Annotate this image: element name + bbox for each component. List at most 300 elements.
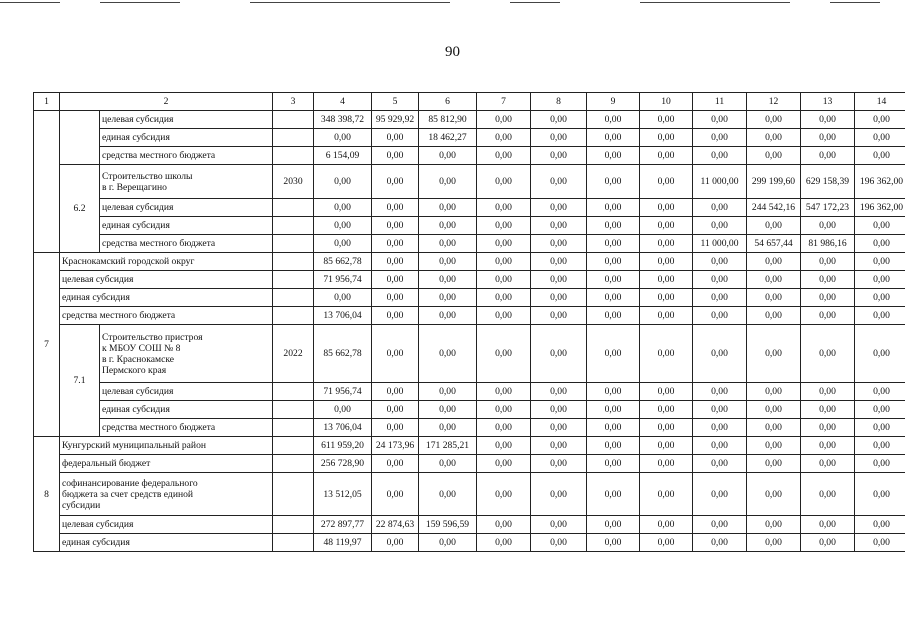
value-cell: 0,00 — [531, 419, 587, 437]
value-cell: 11 000,00 — [693, 165, 747, 199]
table-row — [34, 455, 905, 473]
value-cell: 171 285,21 — [419, 437, 477, 455]
value-cell: 0,00 — [587, 199, 640, 217]
table-row — [34, 199, 905, 217]
value-cell: 0,00 — [747, 147, 801, 165]
value-cell: 0,00 — [531, 325, 587, 383]
row-label: Строительство школы в г. Верещагино — [100, 165, 273, 199]
value-cell: 0,00 — [314, 217, 372, 235]
value-cell: 0,00 — [801, 129, 855, 147]
top-rule — [0, 2, 60, 3]
value-cell: 0,00 — [587, 217, 640, 235]
value-cell: 0,00 — [372, 307, 419, 325]
header-cell: 1 — [34, 93, 60, 111]
row-label: средства местного бюджета — [100, 235, 273, 253]
row-label: единая субсидия — [100, 401, 273, 419]
value-cell: 0,00 — [855, 473, 905, 516]
value-cell: 0,00 — [640, 534, 693, 552]
top-rule — [830, 2, 880, 3]
value-cell: 0,00 — [640, 473, 693, 516]
value-cell: 0,00 — [477, 199, 531, 217]
value-cell: 0,00 — [372, 147, 419, 165]
value-cell: 0,00 — [531, 199, 587, 217]
value-cell: 0,00 — [640, 437, 693, 455]
table-row — [34, 111, 905, 129]
top-rule — [100, 2, 180, 3]
value-cell: 0,00 — [372, 289, 419, 307]
group-cell — [60, 111, 100, 165]
value-cell: 0,00 — [587, 307, 640, 325]
value-cell: 0,00 — [372, 473, 419, 516]
value-cell: 0,00 — [477, 534, 531, 552]
value-cell: 0,00 — [477, 307, 531, 325]
row-label: единая субсидия — [60, 534, 273, 552]
value-cell: 0,00 — [693, 419, 747, 437]
value-cell: 0,00 — [477, 147, 531, 165]
value-cell: 0,00 — [314, 129, 372, 147]
value-cell: 0,00 — [855, 111, 905, 129]
value-cell: 0,00 — [531, 111, 587, 129]
row-label: средства местного бюджета — [100, 147, 273, 165]
value-cell: 22 874,63 — [372, 516, 419, 534]
year-cell — [273, 253, 314, 271]
value-cell: 0,00 — [640, 325, 693, 383]
table-row — [34, 165, 905, 199]
value-cell: 0,00 — [693, 516, 747, 534]
value-cell: 0,00 — [419, 253, 477, 271]
value-cell: 0,00 — [531, 307, 587, 325]
value-cell: 71 956,74 — [314, 383, 372, 401]
value-cell: 0,00 — [531, 401, 587, 419]
value-cell: 0,00 — [372, 401, 419, 419]
table-row — [34, 437, 905, 455]
value-cell: 18 462,27 — [419, 129, 477, 147]
table-row — [34, 473, 905, 516]
value-cell: 196 362,00 — [855, 199, 905, 217]
table-row — [34, 534, 905, 552]
value-cell: 0,00 — [314, 165, 372, 199]
value-cell: 0,00 — [477, 419, 531, 437]
table-row — [34, 383, 905, 401]
value-cell: 0,00 — [477, 383, 531, 401]
value-cell: 0,00 — [477, 111, 531, 129]
value-cell: 0,00 — [801, 307, 855, 325]
value-cell: 0,00 — [693, 437, 747, 455]
value-cell: 0,00 — [640, 516, 693, 534]
value-cell: 0,00 — [477, 325, 531, 383]
row-label: Строительство пристроя к МБОУ СОШ № 8 в г. Краснокамске Пермского края — [100, 325, 273, 383]
value-cell: 0,00 — [477, 437, 531, 455]
value-cell: 0,00 — [693, 534, 747, 552]
row-label: софинансирование федерального бюджета за счет средств единой субсидии — [60, 473, 273, 516]
value-cell: 0,00 — [693, 271, 747, 289]
value-cell: 81 986,16 — [801, 235, 855, 253]
value-cell: 48 119,97 — [314, 534, 372, 552]
top-rule — [250, 2, 450, 3]
year-cell — [273, 534, 314, 552]
value-cell: 0,00 — [419, 271, 477, 289]
value-cell: 0,00 — [855, 253, 905, 271]
value-cell: 0,00 — [587, 516, 640, 534]
value-cell: 0,00 — [640, 199, 693, 217]
value-cell: 0,00 — [587, 165, 640, 199]
value-cell: 0,00 — [801, 271, 855, 289]
year-cell — [273, 419, 314, 437]
row-label: Кунгурский муниципальный район — [60, 437, 273, 455]
value-cell: 0,00 — [477, 217, 531, 235]
value-cell: 611 959,20 — [314, 437, 372, 455]
value-cell: 0,00 — [640, 307, 693, 325]
value-cell: 0,00 — [587, 111, 640, 129]
row-label: единая субсидия — [100, 129, 273, 147]
value-cell: 0,00 — [747, 289, 801, 307]
value-cell: 0,00 — [314, 401, 372, 419]
value-cell: 0,00 — [747, 473, 801, 516]
value-cell: 6 154,09 — [314, 147, 372, 165]
value-cell: 0,00 — [747, 253, 801, 271]
year-cell — [273, 516, 314, 534]
value-cell: 0,00 — [587, 534, 640, 552]
value-cell: 0,00 — [801, 534, 855, 552]
value-cell: 0,00 — [531, 235, 587, 253]
value-cell: 0,00 — [640, 235, 693, 253]
value-cell: 0,00 — [477, 401, 531, 419]
value-cell: 0,00 — [693, 199, 747, 217]
value-cell: 0,00 — [640, 401, 693, 419]
value-cell: 0,00 — [531, 437, 587, 455]
value-cell: 0,00 — [693, 307, 747, 325]
value-cell: 547 172,23 — [801, 199, 855, 217]
year-cell — [273, 129, 314, 147]
value-cell: 13 706,04 — [314, 419, 372, 437]
value-cell: 0,00 — [372, 129, 419, 147]
value-cell: 0,00 — [855, 289, 905, 307]
row-label: целевая субсидия — [100, 383, 273, 401]
value-cell: 0,00 — [693, 455, 747, 473]
value-cell: 0,00 — [587, 271, 640, 289]
value-cell: 348 398,72 — [314, 111, 372, 129]
value-cell: 0,00 — [372, 419, 419, 437]
value-cell: 0,00 — [419, 401, 477, 419]
top-rule — [510, 2, 560, 3]
year-cell — [273, 235, 314, 253]
value-cell: 0,00 — [855, 147, 905, 165]
row-number-cell: 7.1 — [60, 325, 100, 437]
table-row — [34, 253, 905, 271]
value-cell: 0,00 — [801, 455, 855, 473]
value-cell: 0,00 — [372, 217, 419, 235]
value-cell: 0,00 — [531, 473, 587, 516]
value-cell: 71 956,74 — [314, 271, 372, 289]
value-cell: 0,00 — [419, 534, 477, 552]
value-cell: 0,00 — [855, 217, 905, 235]
value-cell: 0,00 — [640, 111, 693, 129]
value-cell: 0,00 — [372, 383, 419, 401]
value-cell: 0,00 — [801, 473, 855, 516]
value-cell: 0,00 — [640, 419, 693, 437]
value-cell: 0,00 — [477, 455, 531, 473]
value-cell: 0,00 — [801, 147, 855, 165]
row-label: федеральный бюджет — [60, 455, 273, 473]
value-cell: 0,00 — [855, 325, 905, 383]
row-label: целевая субсидия — [100, 199, 273, 217]
value-cell: 0,00 — [640, 383, 693, 401]
value-cell: 0,00 — [693, 217, 747, 235]
value-cell: 0,00 — [372, 199, 419, 217]
table-row — [34, 401, 905, 419]
header-cell: 11 — [693, 93, 747, 111]
value-cell: 0,00 — [801, 289, 855, 307]
value-cell: 0,00 — [801, 325, 855, 383]
year-cell — [273, 401, 314, 419]
value-cell: 159 596,59 — [419, 516, 477, 534]
value-cell: 0,00 — [531, 271, 587, 289]
top-rule — [640, 2, 790, 3]
budget-table — [33, 92, 905, 552]
value-cell: 0,00 — [419, 217, 477, 235]
value-cell: 0,00 — [693, 289, 747, 307]
value-cell: 0,00 — [419, 325, 477, 383]
year-cell — [273, 289, 314, 307]
value-cell: 0,00 — [531, 534, 587, 552]
row-label: Краснокамский городской округ — [60, 253, 273, 271]
value-cell: 0,00 — [314, 289, 372, 307]
value-cell: 0,00 — [587, 235, 640, 253]
value-cell: 0,00 — [419, 199, 477, 217]
value-cell: 0,00 — [419, 473, 477, 516]
value-cell: 0,00 — [693, 383, 747, 401]
value-cell: 0,00 — [801, 437, 855, 455]
value-cell: 0,00 — [587, 437, 640, 455]
value-cell: 0,00 — [372, 534, 419, 552]
value-cell: 0,00 — [531, 217, 587, 235]
value-cell: 0,00 — [477, 129, 531, 147]
header-row — [34, 93, 905, 111]
table-row — [34, 235, 905, 253]
value-cell: 0,00 — [477, 253, 531, 271]
value-cell: 0,00 — [587, 147, 640, 165]
value-cell: 0,00 — [372, 455, 419, 473]
header-cell: 5 — [372, 93, 419, 111]
value-cell: 0,00 — [531, 383, 587, 401]
value-cell: 0,00 — [747, 516, 801, 534]
row-label: единая субсидия — [100, 217, 273, 235]
value-cell: 0,00 — [587, 383, 640, 401]
value-cell: 0,00 — [747, 455, 801, 473]
value-cell: 0,00 — [693, 147, 747, 165]
row-label: средства местного бюджета — [60, 307, 273, 325]
value-cell: 0,00 — [855, 383, 905, 401]
value-cell: 0,00 — [587, 401, 640, 419]
value-cell: 54 657,44 — [747, 235, 801, 253]
year-cell — [273, 111, 314, 129]
value-cell: 95 929,92 — [372, 111, 419, 129]
value-cell: 0,00 — [419, 419, 477, 437]
value-cell: 629 158,39 — [801, 165, 855, 199]
row-number-cell: 7 — [34, 253, 60, 437]
page-number: 90 — [445, 44, 460, 60]
value-cell: 0,00 — [531, 129, 587, 147]
value-cell: 0,00 — [640, 165, 693, 199]
value-cell: 0,00 — [640, 271, 693, 289]
value-cell: 0,00 — [693, 111, 747, 129]
value-cell: 0,00 — [855, 516, 905, 534]
table-row — [34, 516, 905, 534]
header-cell: 6 — [419, 93, 477, 111]
value-cell: 0,00 — [801, 419, 855, 437]
value-cell: 0,00 — [372, 325, 419, 383]
value-cell: 0,00 — [747, 534, 801, 552]
value-cell: 0,00 — [640, 217, 693, 235]
row-number-cell: 8 — [34, 437, 60, 552]
header-cell: 9 — [587, 93, 640, 111]
value-cell: 0,00 — [419, 307, 477, 325]
header-cell: 7 — [477, 93, 531, 111]
year-cell: 2030 — [273, 165, 314, 199]
value-cell: 0,00 — [587, 455, 640, 473]
value-cell: 272 897,77 — [314, 516, 372, 534]
year-cell: 2022 — [273, 325, 314, 383]
header-cell: 8 — [531, 93, 587, 111]
year-cell — [273, 217, 314, 235]
table-row — [34, 217, 905, 235]
value-cell: 0,00 — [419, 455, 477, 473]
value-cell: 0,00 — [477, 235, 531, 253]
value-cell: 0,00 — [419, 289, 477, 307]
row-label: единая субсидия — [60, 289, 273, 307]
header-cell: 13 — [801, 93, 855, 111]
value-cell: 0,00 — [640, 129, 693, 147]
value-cell: 85 662,78 — [314, 253, 372, 271]
value-cell: 196 362,00 — [855, 165, 905, 199]
year-cell — [273, 271, 314, 289]
value-cell: 85 812,90 — [419, 111, 477, 129]
value-cell: 0,00 — [747, 271, 801, 289]
year-cell — [273, 437, 314, 455]
value-cell: 0,00 — [587, 473, 640, 516]
value-cell: 0,00 — [855, 271, 905, 289]
header-cell: 3 — [273, 93, 314, 111]
value-cell: 85 662,78 — [314, 325, 372, 383]
group-cell — [34, 111, 60, 253]
value-cell: 0,00 — [477, 271, 531, 289]
value-cell: 0,00 — [372, 235, 419, 253]
value-cell: 0,00 — [640, 289, 693, 307]
table-row — [34, 129, 905, 147]
header-cell: 12 — [747, 93, 801, 111]
value-cell: 0,00 — [801, 401, 855, 419]
value-cell: 0,00 — [531, 455, 587, 473]
value-cell: 0,00 — [693, 401, 747, 419]
value-cell: 0,00 — [747, 111, 801, 129]
value-cell: 0,00 — [801, 253, 855, 271]
year-cell — [273, 473, 314, 516]
value-cell: 244 542,16 — [747, 199, 801, 217]
value-cell: 0,00 — [372, 165, 419, 199]
year-cell — [273, 307, 314, 325]
table-row — [34, 271, 905, 289]
header-cell: 2 — [60, 93, 273, 111]
value-cell: 0,00 — [693, 253, 747, 271]
value-cell: 0,00 — [801, 111, 855, 129]
value-cell: 256 728,90 — [314, 455, 372, 473]
value-cell: 0,00 — [372, 271, 419, 289]
value-cell: 0,00 — [801, 383, 855, 401]
value-cell: 0,00 — [477, 473, 531, 516]
row-label: целевая субсидия — [100, 111, 273, 129]
value-cell: 0,00 — [477, 516, 531, 534]
row-label: средства местного бюджета — [100, 419, 273, 437]
row-label: целевая субсидия — [60, 516, 273, 534]
value-cell: 0,00 — [531, 253, 587, 271]
row-number-cell: 6.2 — [60, 165, 100, 253]
value-cell: 0,00 — [855, 401, 905, 419]
year-cell — [273, 383, 314, 401]
header-cell: 10 — [640, 93, 693, 111]
value-cell: 0,00 — [314, 235, 372, 253]
value-cell: 0,00 — [747, 325, 801, 383]
value-cell: 0,00 — [693, 325, 747, 383]
value-cell: 0,00 — [640, 147, 693, 165]
value-cell: 0,00 — [855, 307, 905, 325]
header-cell: 4 — [314, 93, 372, 111]
value-cell: 0,00 — [693, 129, 747, 147]
table-row — [34, 419, 905, 437]
value-cell: 0,00 — [531, 147, 587, 165]
value-cell: 0,00 — [531, 165, 587, 199]
row-label: целевая субсидия — [60, 271, 273, 289]
value-cell: 0,00 — [855, 129, 905, 147]
value-cell: 0,00 — [747, 401, 801, 419]
value-cell: 0,00 — [587, 253, 640, 271]
value-cell: 0,00 — [477, 165, 531, 199]
value-cell: 0,00 — [747, 383, 801, 401]
value-cell: 0,00 — [587, 129, 640, 147]
value-cell: 0,00 — [693, 473, 747, 516]
value-cell: 0,00 — [747, 217, 801, 235]
value-cell: 0,00 — [531, 516, 587, 534]
value-cell: 13 512,05 — [314, 473, 372, 516]
table-row — [34, 289, 905, 307]
value-cell: 24 173,96 — [372, 437, 419, 455]
value-cell: 0,00 — [801, 217, 855, 235]
value-cell: 0,00 — [855, 419, 905, 437]
value-cell: 0,00 — [747, 419, 801, 437]
value-cell: 0,00 — [801, 516, 855, 534]
value-cell: 0,00 — [855, 235, 905, 253]
value-cell: 0,00 — [372, 253, 419, 271]
value-cell: 0,00 — [419, 147, 477, 165]
value-cell: 0,00 — [587, 419, 640, 437]
value-cell: 0,00 — [587, 325, 640, 383]
table-row — [34, 147, 905, 165]
value-cell: 0,00 — [314, 199, 372, 217]
value-cell: 0,00 — [855, 534, 905, 552]
value-cell: 0,00 — [747, 129, 801, 147]
value-cell: 0,00 — [419, 235, 477, 253]
value-cell: 0,00 — [747, 437, 801, 455]
value-cell: 0,00 — [855, 437, 905, 455]
value-cell: 0,00 — [477, 289, 531, 307]
value-cell: 0,00 — [587, 289, 640, 307]
value-cell: 0,00 — [640, 455, 693, 473]
year-cell — [273, 199, 314, 217]
value-cell: 0,00 — [855, 455, 905, 473]
table-row — [34, 307, 905, 325]
value-cell: 299 199,60 — [747, 165, 801, 199]
value-cell: 0,00 — [419, 383, 477, 401]
year-cell — [273, 147, 314, 165]
